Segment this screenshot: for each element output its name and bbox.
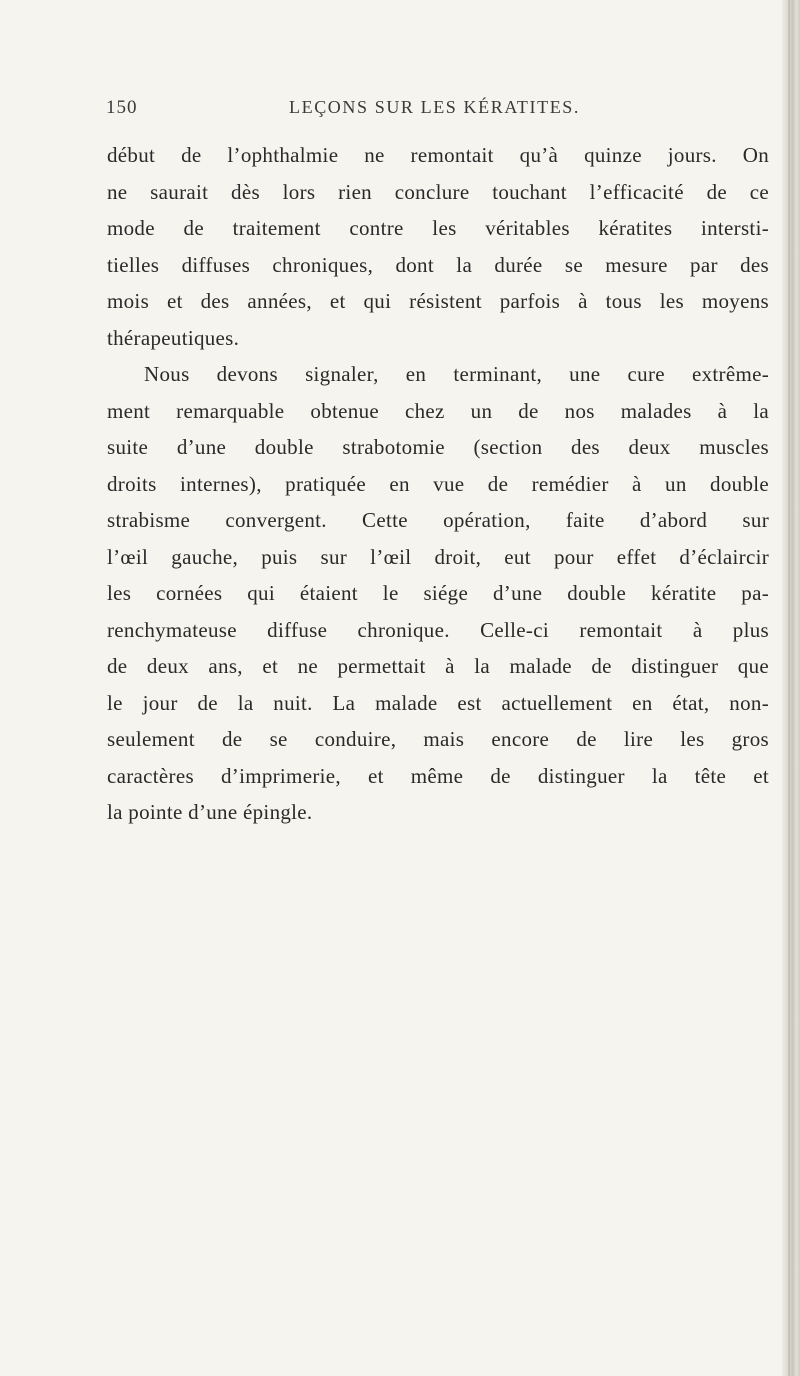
text-line: le jour de la nuit. La malade est actuellement en état, non- [107, 690, 769, 715]
text-line: droits internes), pratiquée en vue de remédier à un double [107, 471, 769, 496]
running-head [106, 97, 766, 119]
text-line: strabisme convergent. Cette opération, faite d’abord sur [107, 508, 769, 532]
text-line: ne saurait dès lors rien conclure touchant l’efficacité de ce [107, 179, 769, 204]
text-line: renchymateuse diffuse chronique. Celle-ci remontait à plus [107, 617, 769, 642]
text-line: début de l’ophthalmie ne remontait qu’à quinze jours. On [107, 143, 769, 167]
text-line: mode de traitement contre les véritables kératites intersti- [107, 216, 769, 240]
text-line: tielles diffuses chroniques, dont la durée se mesure par des [107, 252, 769, 277]
text-line: mois et des années, et qui résistent parfois à tous les moyens [107, 289, 769, 313]
text-line: ment remarquable obtenue chez un de nos malades à la [107, 398, 769, 423]
paragraph-first-line: Nous devons signaler, en terminant, une cure extrême- [144, 362, 769, 386]
page-edge [782, 0, 800, 1376]
text-line: thérapeutiques. [107, 325, 240, 350]
text-line: de deux ans, et ne permettait à la malade de distinguer que [107, 654, 769, 678]
text-line: l’œil gauche, puis sur l’œil droit, eut pour effet d’éclaircir [107, 544, 769, 569]
text-line: les cornées qui étaient le siége d’une double kératite pa- [107, 581, 769, 605]
page-number: 150 [106, 97, 138, 118]
text-line: la pointe d’une épingle. [107, 800, 313, 824]
text-line: caractères d’imprimerie, et même de distinguer la tête et [107, 763, 769, 788]
text-line: suite d’une double strabotomie (section des deux muscles [107, 435, 769, 459]
running-title: LEÇONS SUR LES KÉRATITES. [289, 97, 581, 117]
text-line: seulement de se conduire, mais encore de lire les gros [107, 727, 769, 751]
body-text [107, 137, 769, 831]
